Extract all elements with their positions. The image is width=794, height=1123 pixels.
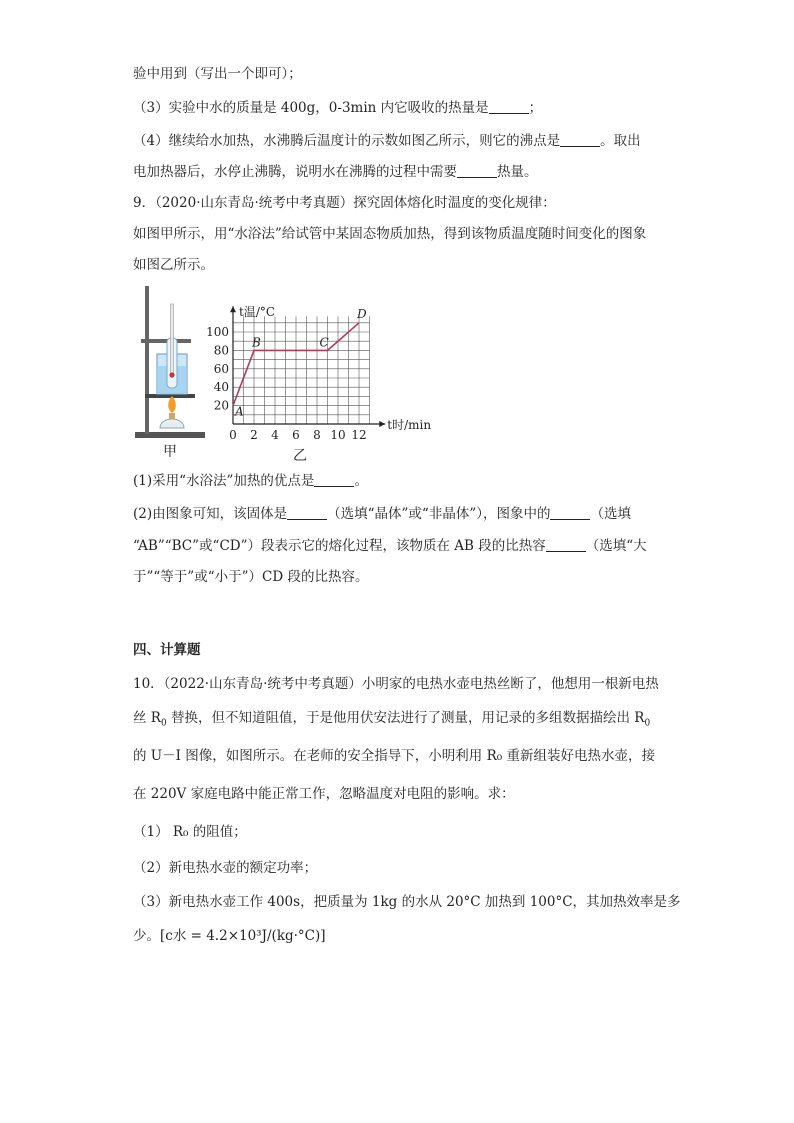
q8-line-0: 验中用到（写出一个即可）； <box>133 66 302 82</box>
answer-blank[interactable] <box>457 163 497 178</box>
x-tick-label: 10 <box>330 428 346 442</box>
water-bath-apparatus <box>135 286 205 438</box>
point-label: B <box>252 335 261 350</box>
x-tick-label: 0 <box>229 428 237 442</box>
answer-blank[interactable] <box>489 99 529 114</box>
q10-sub3: （3）新电热水壶工作 400s，把质量为 1kg 的水从 20°C 加热到 100°C，其加热效率是多 <box>133 894 681 910</box>
point-label: D <box>357 306 367 321</box>
answer-blank[interactable] <box>546 537 586 552</box>
q10-sub3-cont: 少。[c水 = 4.2×10³J/(kg·°C)] <box>133 928 326 944</box>
q9-title: 9．（2020·山东青岛·统考中考真题）探究固体熔化时温度的变化规律： <box>133 195 556 211</box>
answer-blank[interactable] <box>287 505 327 520</box>
q9-sub2-l3: 于”“等于”或“小于”）CD 段的比热容。 <box>133 569 369 585</box>
clamp-arm <box>141 339 191 343</box>
q8-sub4-cont: 电加热器后，水停止沸腾，说明水在沸腾的过程中需要 热量。 <box>133 164 538 180</box>
q9-sub1: (1)采用“水浴法”加热的优点是 。 <box>133 473 368 489</box>
q9-sub2-l2: “AB”“BC”或“CD”）段表示它的熔化过程，该物质在 AB 段的比热容 （选填“大 <box>133 538 647 554</box>
point-label: C <box>319 335 329 350</box>
x-tick-label: 4 <box>271 428 279 442</box>
q10-line-2: 丝 $R_0$ 替换，但不知道阻值，于是他用伏安法进行了测量，用记录的多组数据描绘出 $R_0$ <box>133 710 651 729</box>
ring-support <box>145 394 195 398</box>
y-tick-label: 20 <box>213 398 229 413</box>
x-tick-label: 8 <box>313 428 321 442</box>
answer-blank[interactable] <box>314 472 354 487</box>
q9-desc-2: 如图乙所示。 <box>133 257 214 273</box>
temperature-time-chart <box>206 305 431 442</box>
x-axis-label: t时/min <box>387 418 432 432</box>
y-tick-label: 60 <box>213 361 229 376</box>
y-tick-label: 100 <box>206 325 229 339</box>
section-heading: 四、计算题 <box>133 642 201 658</box>
thermometer-bulb <box>169 372 174 377</box>
q10-sub2: （2）新电热水壶的额定功率； <box>133 860 318 876</box>
q9-figure-svg <box>133 282 433 462</box>
thermometer <box>171 304 174 374</box>
q10-line-1: 10．（2022·山东青岛·统考中考真题）小明家的电热水壶电热丝断了，他想用一根新电热 <box>133 676 659 692</box>
q10-line-4: 在 220V 家庭电路中能正常工作，忽略温度对电阻的影响。求： <box>133 786 515 802</box>
y-tick-label: 80 <box>213 343 229 358</box>
alcohol-lamp <box>160 419 184 428</box>
fig-label-yi: 乙 <box>293 448 307 462</box>
y-axis-arrow <box>230 306 236 312</box>
x-axis-arrow <box>379 421 385 427</box>
fig-label-jia: 甲 <box>163 444 177 460</box>
y-tick-label: 40 <box>213 380 229 395</box>
stand-rod <box>145 286 149 434</box>
q8-sub3: （3）实验中水的质量是 400g，0-3min 内它吸收的热量是 ； <box>133 100 543 116</box>
answer-blank[interactable] <box>550 505 590 520</box>
point-label: A <box>235 404 244 419</box>
q9-sub2-l1: (2)由图象可知，该固体是 （选填“晶体”或“非晶体”），图象中的 （选填 <box>133 506 631 522</box>
answer-blank[interactable] <box>560 132 600 147</box>
q8-sub4: （4）继续给水加热，水沸腾后温度计的示数如图乙所示，则它的沸点是 。取出 <box>133 133 641 149</box>
x-tick-label: 12 <box>351 428 367 442</box>
lamp-wick <box>169 413 175 419</box>
q9-desc-1: 如图甲所示，用“水浴法”给试管中某固态物质加热，得到该物质温度随时间变化的图象 <box>133 226 647 242</box>
x-tick-label: 6 <box>292 428 300 442</box>
q10-sub1: （1） R₀ 的阻值； <box>133 824 247 840</box>
x-tick-label: 2 <box>250 428 258 442</box>
y-axis-label: t温/°C <box>239 305 276 320</box>
q9-figure <box>133 282 433 466</box>
flame <box>168 396 176 413</box>
q10-line-3: 的 U－I 图像，如图所示。在老师的安全指导下，小明利用 R₀ 重新组装好电热水壶，接 <box>133 748 655 764</box>
